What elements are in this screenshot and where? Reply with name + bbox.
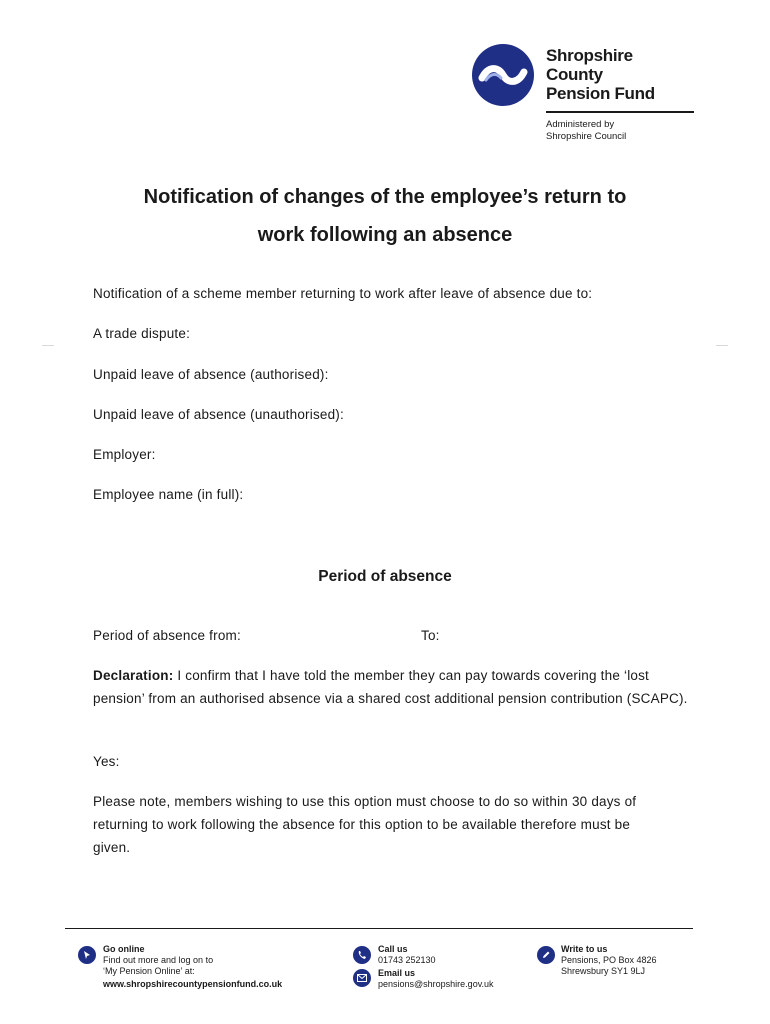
- cursor-icon: [78, 946, 96, 964]
- administered-line: Administered by: [546, 119, 615, 130]
- email-icon: [353, 969, 371, 987]
- intro-text: Notification of a scheme member returning to work after leave of absence due to:: [93, 286, 593, 301]
- footer-divider: [65, 928, 693, 929]
- logo-name-line: Shropshire: [546, 46, 633, 65]
- unpaid-authorised-label: Unpaid leave of absence (authorised):: [93, 367, 329, 382]
- logo-wave-icon: [472, 44, 534, 106]
- declaration-text: I confirm that I have told the member they can pay towards covering the ‘lost pension’ from an authorised absence via a shared cost additional pension contribution (SCAPC).: [93, 668, 688, 706]
- email-address[interactable]: pensions@shropshire.gov.uk: [378, 979, 494, 989]
- online-line: Find out more and log on to: [103, 955, 214, 965]
- yes-label: Yes:: [93, 754, 120, 769]
- trade-dispute-label: A trade dispute:: [93, 326, 191, 341]
- online-url[interactable]: www.shropshirecountypensionfund.co.uk: [103, 979, 283, 989]
- write-title: Write to us: [561, 944, 608, 954]
- fold-mark: [42, 345, 54, 346]
- page-title: [60, 178, 710, 254]
- logo-emblem: [472, 44, 534, 106]
- footer-email: [378, 968, 528, 990]
- call-title: Call us: [378, 944, 408, 954]
- logo-name-line: Pension Fund: [546, 84, 655, 103]
- period-heading: Period of absence: [318, 568, 452, 585]
- administered-by: [546, 119, 696, 143]
- logo-divider: [546, 111, 694, 113]
- declaration-label: Declaration:: [93, 668, 174, 683]
- title-line: work following an absence: [257, 224, 513, 246]
- note-paragraph: Please note, members wishing to use this option must choose to do so within 30 days of returning to work following the absence for this option to be available therefore must be given.: [93, 794, 637, 855]
- footer-write: [561, 944, 701, 977]
- administered-line: Shropshire Council: [546, 131, 627, 142]
- logo-wordmark: [546, 46, 706, 103]
- title-line: Notification of changes of the employee’s return to: [143, 186, 627, 208]
- logo-name-line: County: [546, 65, 603, 84]
- employer-label: Employer:: [93, 447, 156, 462]
- phone-icon: [353, 946, 371, 964]
- write-line: Shrewsbury SY1 9LJ: [561, 966, 646, 976]
- employee-name-label: Employee name (in full):: [93, 487, 244, 502]
- footer-call: [378, 944, 528, 966]
- online-line: ‘My Pension Online’ at:: [103, 966, 195, 976]
- online-title: Go online: [103, 944, 145, 954]
- unpaid-unauthorised-label: Unpaid leave of absence (unauthorised):: [93, 407, 344, 422]
- write-line: Pensions, PO Box 4826: [561, 955, 657, 965]
- footer-online: [103, 944, 333, 990]
- period-to-label: To:: [421, 628, 440, 643]
- email-title: Email us: [378, 968, 416, 978]
- call-number[interactable]: 01743 252130: [378, 955, 436, 965]
- declaration-paragraph: [93, 664, 693, 710]
- period-from-label: Period of absence from:: [93, 628, 241, 643]
- pen-icon: [537, 946, 555, 964]
- fold-mark: [716, 345, 728, 346]
